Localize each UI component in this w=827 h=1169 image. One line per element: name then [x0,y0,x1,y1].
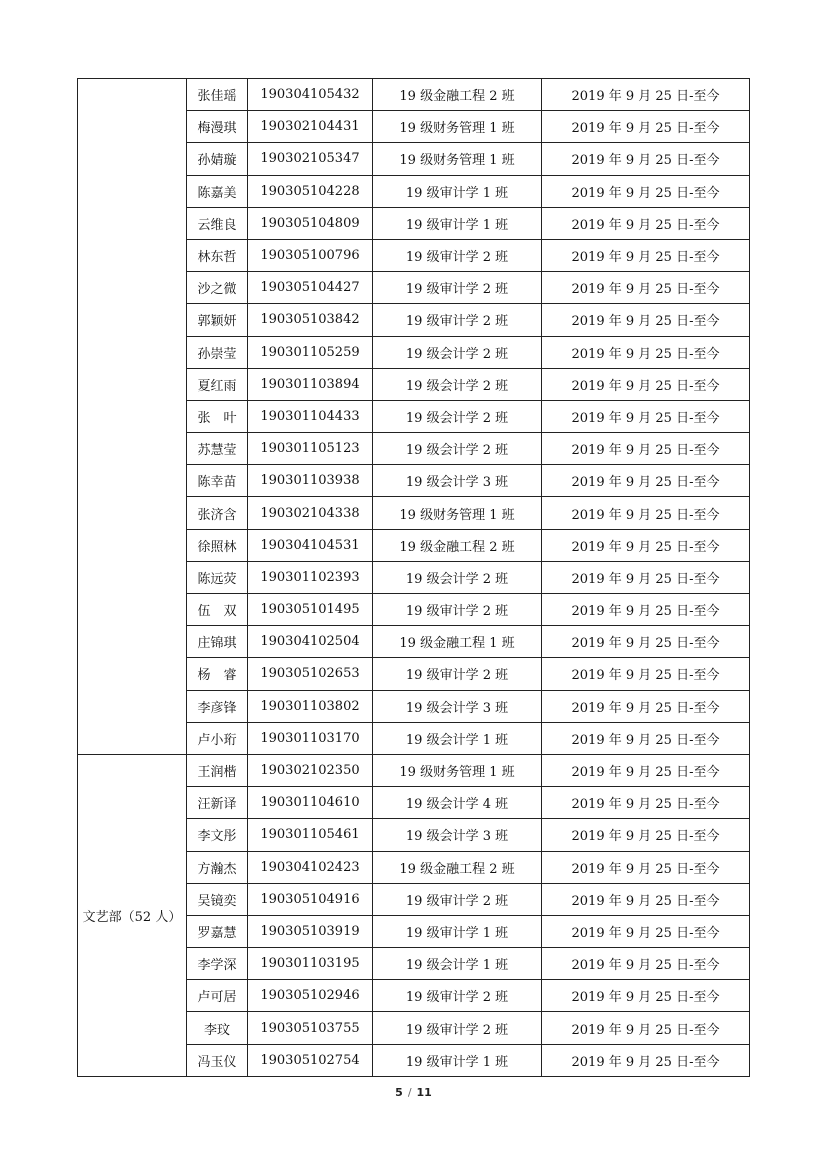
term-date-cell: 2019 年 9 月 25 日-至今 [542,207,750,239]
member-name-cell: 林东哲 [187,239,248,271]
member-name-cell: 方瀚杰 [187,851,248,883]
student-id-cell: 190301102393 [248,561,373,593]
member-name-cell: 郭颖妍 [187,304,248,336]
student-id-cell: 190305103919 [248,915,373,947]
member-name-cell: 沙之微 [187,272,248,304]
class-cell: 19 级金融工程 2 班 [373,529,542,561]
class-cell: 19 级审计学 2 班 [373,239,542,271]
class-cell: 19 级会计学 3 班 [373,690,542,722]
class-cell: 19 级金融工程 1 班 [373,626,542,658]
student-id-cell: 190301105123 [248,433,373,465]
class-cell: 19 级审计学 2 班 [373,594,542,626]
member-name-cell: 王润楷 [187,754,248,786]
class-cell: 19 级审计学 2 班 [373,658,542,690]
member-name-cell: 张济含 [187,497,248,529]
member-name-cell: 李学深 [187,948,248,980]
member-name-cell: 卢可居 [187,980,248,1012]
member-name-cell: 李文彤 [187,819,248,851]
student-id-cell: 190305101495 [248,594,373,626]
class-cell: 19 级会计学 1 班 [373,948,542,980]
term-date-cell: 2019 年 9 月 25 日-至今 [542,143,750,175]
total-pages: 11 [416,1086,432,1099]
class-cell: 19 级会计学 3 班 [373,465,542,497]
member-name-cell: 庄锦琪 [187,626,248,658]
term-date-cell: 2019 年 9 月 25 日-至今 [542,980,750,1012]
page-number [0,1086,827,1099]
student-id-cell: 190301103170 [248,722,373,754]
class-cell: 19 级财务管理 1 班 [373,111,542,143]
member-name-cell: 张佳瑶 [187,79,248,111]
class-cell: 19 级审计学 2 班 [373,1012,542,1044]
class-cell: 19 级财务管理 1 班 [373,754,542,786]
term-date-cell: 2019 年 9 月 25 日-至今 [542,304,750,336]
student-id-cell: 190305102754 [248,1044,373,1076]
page-separator: / [407,1086,412,1099]
member-name-cell: 云维良 [187,207,248,239]
term-date-cell: 2019 年 9 月 25 日-至今 [542,819,750,851]
member-name-cell: 罗嘉慧 [187,915,248,947]
term-date-cell: 2019 年 9 月 25 日-至今 [542,626,750,658]
term-date-cell: 2019 年 9 月 25 日-至今 [542,851,750,883]
member-name-cell: 梅漫琪 [187,111,248,143]
term-date-cell: 2019 年 9 月 25 日-至今 [542,722,750,754]
student-id-cell: 190304102504 [248,626,373,658]
term-date-cell: 2019 年 9 月 25 日-至今 [542,272,750,304]
term-date-cell: 2019 年 9 月 25 日-至今 [542,690,750,722]
student-id-cell: 190305103755 [248,1012,373,1044]
student-id-cell: 190302105347 [248,143,373,175]
member-table-body [78,79,750,1077]
member-name-cell: 陈幸苗 [187,465,248,497]
student-id-cell: 190305104916 [248,883,373,915]
member-name-cell: 陈远荧 [187,561,248,593]
student-id-cell: 190304104531 [248,529,373,561]
member-name-cell: 夏红雨 [187,368,248,400]
class-cell: 19 级审计学 1 班 [373,207,542,239]
class-cell: 19 级会计学 2 班 [373,561,542,593]
table-row [78,754,750,786]
student-id-cell: 190302102350 [248,754,373,786]
member-name-cell: 徐照林 [187,529,248,561]
class-cell: 19 级金融工程 2 班 [373,851,542,883]
member-name-cell: 李玟 [187,1012,248,1044]
student-id-cell: 190301103894 [248,368,373,400]
class-cell: 19 级会计学 1 班 [373,722,542,754]
class-cell: 19 级会计学 2 班 [373,336,542,368]
class-cell: 19 级财务管理 1 班 [373,143,542,175]
class-cell: 19 级会计学 3 班 [373,819,542,851]
student-id-cell: 190302104338 [248,497,373,529]
member-table [77,78,750,1077]
term-date-cell: 2019 年 9 月 25 日-至今 [542,787,750,819]
department-cell [78,79,187,755]
class-cell: 19 级审计学 1 班 [373,915,542,947]
class-cell: 19 级审计学 2 班 [373,304,542,336]
class-cell: 19 级金融工程 2 班 [373,79,542,111]
student-id-cell: 190301103938 [248,465,373,497]
current-page: 5 [395,1086,403,1099]
term-date-cell: 2019 年 9 月 25 日-至今 [542,754,750,786]
student-id-cell: 190305100796 [248,239,373,271]
department-cell: 文艺部（52 人） [78,754,187,1076]
student-id-cell: 190301105461 [248,819,373,851]
member-name-cell: 吴镜奕 [187,883,248,915]
student-id-cell: 190304105432 [248,79,373,111]
member-name-cell: 伍 双 [187,594,248,626]
member-name-cell: 汪新译 [187,787,248,819]
student-id-cell: 190301103195 [248,948,373,980]
class-cell: 19 级会计学 2 班 [373,368,542,400]
class-cell: 19 级审计学 2 班 [373,980,542,1012]
member-name-cell: 孙婧璇 [187,143,248,175]
term-date-cell: 2019 年 9 月 25 日-至今 [542,915,750,947]
table-row [78,79,750,111]
class-cell: 19 级会计学 2 班 [373,433,542,465]
term-date-cell: 2019 年 9 月 25 日-至今 [542,239,750,271]
term-date-cell: 2019 年 9 月 25 日-至今 [542,111,750,143]
student-id-cell: 190305102946 [248,980,373,1012]
term-date-cell: 2019 年 9 月 25 日-至今 [542,336,750,368]
class-cell: 19 级财务管理 1 班 [373,497,542,529]
student-id-cell: 190305104228 [248,175,373,207]
term-date-cell: 2019 年 9 月 25 日-至今 [542,883,750,915]
student-id-cell: 190302104431 [248,111,373,143]
class-cell: 19 级审计学 1 班 [373,175,542,207]
term-date-cell: 2019 年 9 月 25 日-至今 [542,561,750,593]
member-name-cell: 冯玉仪 [187,1044,248,1076]
member-name-cell: 陈嘉美 [187,175,248,207]
class-cell: 19 级审计学 1 班 [373,1044,542,1076]
student-id-cell: 190301105259 [248,336,373,368]
class-cell: 19 级审计学 2 班 [373,272,542,304]
class-cell: 19 级会计学 4 班 [373,787,542,819]
term-date-cell: 2019 年 9 月 25 日-至今 [542,497,750,529]
student-id-cell: 190305104427 [248,272,373,304]
term-date-cell: 2019 年 9 月 25 日-至今 [542,465,750,497]
term-date-cell: 2019 年 9 月 25 日-至今 [542,400,750,432]
member-name-cell: 卢小珩 [187,722,248,754]
term-date-cell: 2019 年 9 月 25 日-至今 [542,1012,750,1044]
term-date-cell: 2019 年 9 月 25 日-至今 [542,1044,750,1076]
student-id-cell: 190301104433 [248,400,373,432]
student-id-cell: 190301103802 [248,690,373,722]
student-id-cell: 190301104610 [248,787,373,819]
member-name-cell: 李彦锋 [187,690,248,722]
member-name-cell: 杨 睿 [187,658,248,690]
class-cell: 19 级审计学 2 班 [373,883,542,915]
class-cell: 19 级会计学 2 班 [373,400,542,432]
term-date-cell: 2019 年 9 月 25 日-至今 [542,79,750,111]
term-date-cell: 2019 年 9 月 25 日-至今 [542,529,750,561]
term-date-cell: 2019 年 9 月 25 日-至今 [542,948,750,980]
term-date-cell: 2019 年 9 月 25 日-至今 [542,368,750,400]
student-id-cell: 190304102423 [248,851,373,883]
term-date-cell: 2019 年 9 月 25 日-至今 [542,433,750,465]
student-id-cell: 190305104809 [248,207,373,239]
term-date-cell: 2019 年 9 月 25 日-至今 [542,594,750,626]
member-name-cell: 苏慧莹 [187,433,248,465]
term-date-cell: 2019 年 9 月 25 日-至今 [542,658,750,690]
member-name-cell: 张 叶 [187,400,248,432]
student-id-cell: 190305102653 [248,658,373,690]
term-date-cell: 2019 年 9 月 25 日-至今 [542,175,750,207]
student-id-cell: 190305103842 [248,304,373,336]
member-name-cell: 孙崇莹 [187,336,248,368]
